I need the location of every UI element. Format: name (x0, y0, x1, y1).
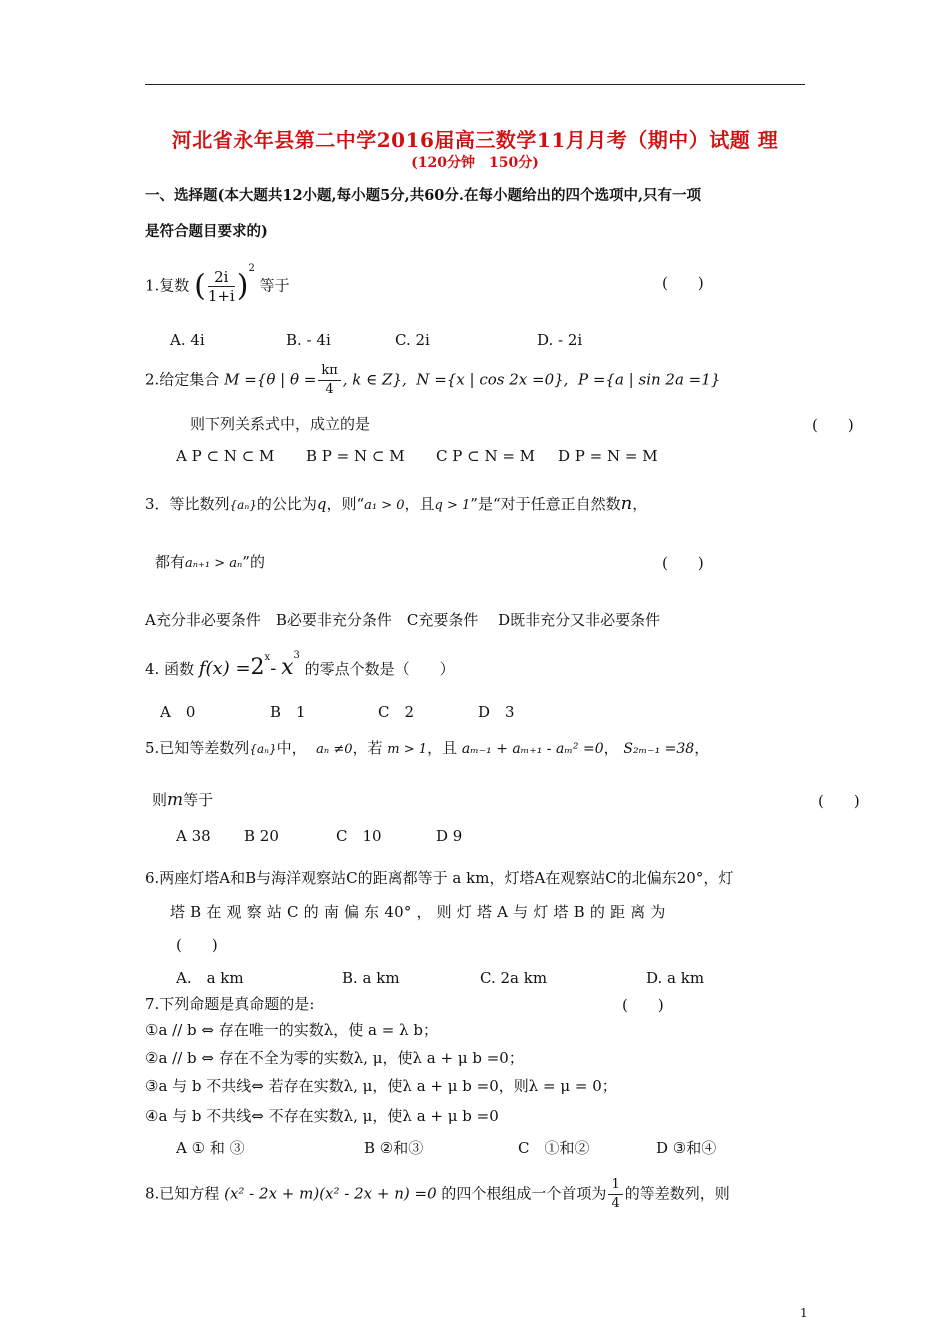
q2-set-m-left: M ={θ | θ = (224, 370, 317, 389)
section-heading-line1: 一、选择题(本大题共12小题,每小题5分,共60分.在每小题给出的四个选项中,只有一项 (145, 187, 701, 204)
q8-prefix: 8.已知方程 (145, 1184, 220, 1203)
q3-answer-blank[interactable]: ( ) (662, 554, 704, 572)
q7-option-d: D ③和④ (656, 1139, 717, 1157)
q5-line2 (152, 790, 213, 810)
q5-mid1: 中， (276, 739, 307, 757)
q7-item-4: ④a 与 b 不共线⇔ 不存在实数λ, μ，使λ a + μ b =0 (145, 1107, 499, 1125)
q5-option-d: D 9 (436, 827, 463, 845)
q8-suffix: 的等差数列，则 (624, 1184, 730, 1203)
section-heading-line2: 是符合题目要求的) (145, 223, 268, 240)
q3-n: n (620, 493, 633, 514)
q4-suffix: 的零点个数是（ ） (304, 660, 455, 678)
q2-option-d: D P = N = M (558, 447, 658, 465)
q5-mid4: ， (603, 739, 619, 757)
q5-answer-blank[interactable]: ( ) (818, 792, 860, 810)
question-2 (145, 362, 720, 399)
q5-mid2: ，若 (352, 739, 383, 757)
q7-answer-blank[interactable]: ( ) (622, 996, 664, 1014)
q3-options: A充分非必要条件 B必要非充分条件 C充要条件 D既非充分又非必要条件 (145, 611, 661, 629)
q1-option-a: A. 4i (170, 331, 205, 349)
q2-line2: 则下列关系式中，成立的是 (190, 415, 371, 433)
q4-var-x: x (281, 655, 294, 680)
page-number: 1 (800, 1306, 808, 1320)
q8-mid: 的四个根组成一个首项为 (441, 1184, 607, 1203)
q5-line2-a: 则 (152, 791, 168, 809)
q5-line2-b: 等于 (183, 791, 214, 809)
q3-line2-a: 都有 (155, 553, 186, 571)
q3-cond1: a₁ > 0 (364, 498, 405, 513)
q2-answer-blank[interactable]: ( ) (812, 416, 854, 434)
q7-stem: 7.下列命题是真命题的是: (145, 995, 315, 1013)
question-1: 1.复数 ( $\frac{2i}{1+i}$ )$^2$ 等于 (145, 262, 290, 305)
top-rule (145, 84, 805, 85)
q6-option-b: B. a km (342, 969, 400, 987)
q2-prefix: 2.给定集合 (145, 370, 220, 389)
q5-option-a: A 38 (176, 827, 211, 845)
q3-text-b: 的公比为 (256, 495, 317, 513)
q6-line1: 6.两座灯塔A和B与海洋观察站C的距离都等于 a km，灯塔A在观察站C的北偏东20°，灯 (145, 869, 734, 887)
q7-item-1: ①a // b ⇔ 存在唯一的实数λ，使 a = λ b； (145, 1021, 438, 1039)
q5-m: m (167, 790, 184, 810)
q8-frac-den: 4 (611, 1196, 620, 1211)
q4-minus: - (270, 658, 277, 679)
q1-fraction (208, 268, 235, 305)
q2-option-b: B P = N ⊂ M (306, 447, 405, 465)
q1-option-c: C. 2i (395, 331, 430, 349)
q3-text-e: ”是“对于任意正自然数 (470, 495, 621, 513)
q1-suffix: 等于 (259, 276, 290, 295)
q7-option-a: A ① 和 ③ (176, 1139, 245, 1157)
q2-option-a: A P ⊂ N ⊂ M (176, 447, 275, 465)
q1-answer-blank[interactable]: ( ) (662, 274, 704, 292)
q5-cond1: aₙ ≠0 (316, 742, 353, 757)
q3-text-d: ，且 (404, 495, 435, 513)
q4-option-c: C 2 (378, 703, 415, 721)
q3-cond3: aₙ₊₁ > aₙ (185, 556, 243, 571)
q5-eq1: aₘ₋₁ + aₘ₊₁ - aₘ² =0 (461, 741, 604, 757)
q6-line2: 塔 B 在 观 察 站 C 的 南 偏 东 40° ， 则 灯 塔 A 与 灯 塔 B 的 距 离 为 (170, 903, 666, 921)
q6-option-c: C. 2a km (480, 969, 548, 987)
question-4 (145, 650, 455, 680)
q2-set-m-den: 4 (325, 382, 334, 397)
q2-set-m-right: , k ∈ Z}, (342, 370, 407, 389)
question-3 (145, 494, 647, 516)
q3-text-c: ，则“ (326, 495, 365, 513)
q2-set-m-num: kπ (318, 362, 340, 381)
q1-frac-denominator: 1+i (207, 287, 235, 305)
q5-mid3: ，且 (427, 739, 458, 757)
q7-item-2: ②a // b ⇔ 存在不全为零的实数λ, μ，使λ a + μ b =0； (145, 1049, 524, 1067)
q4-func: f(x) = (198, 658, 251, 679)
q6-answer-blank[interactable]: ( ) (176, 936, 218, 954)
q1-frac-numerator: 2i (208, 268, 235, 287)
q4-option-a: A 0 (160, 703, 196, 721)
q1-option-d: D. - 2i (537, 331, 583, 349)
q5-end: ， (694, 739, 710, 757)
question-8 (145, 1176, 730, 1213)
q1-option-b: B. - 4i (286, 331, 331, 349)
q7-option-c: C ①和② (518, 1139, 590, 1157)
q5-seq: {aₙ} (249, 742, 277, 756)
q2-option-c: C P ⊂ N = M (436, 447, 536, 465)
q5-cond2: m > 1 (387, 742, 428, 757)
q3-seq: {aₙ} (229, 498, 257, 512)
q4-prefix: 4. 函数 (145, 660, 195, 678)
q6-option-d: D. a km (646, 969, 705, 987)
q2-set-p: P ={a | sin 2a =1} (578, 370, 721, 389)
q4-exp-3: 3 (293, 650, 300, 661)
q3-text-f: ， (632, 495, 648, 513)
exam-subtitle: (120分钟 150分) (411, 155, 539, 171)
q5-option-b: B 20 (244, 827, 279, 845)
q2-set-n: N ={x | cos 2x =0}, (416, 370, 569, 389)
q5-option-c: C 10 (336, 827, 382, 845)
q8-frac-num: 1 (608, 1176, 622, 1195)
q3-text-a: 3．等比数列 (145, 495, 230, 513)
q4-option-d: D 3 (478, 703, 515, 721)
q1-prefix: 1.复数 (145, 276, 190, 295)
q5-prefix: 5.已知等差数列 (145, 739, 250, 757)
q2-set-m-fraction (318, 362, 340, 399)
q7-item-3: ③a 与 b 不共线⇔ 若存在实数λ, μ，使λ a + μ b =0，则λ = μ = 0； (145, 1077, 617, 1095)
q4-option-b: B 1 (270, 703, 306, 721)
q7-option-b: B ②和③ (364, 1139, 424, 1157)
q8-fraction (608, 1176, 622, 1213)
exam-title: 河北省永年县第二中学2016届高三数学11月月考（期中）试题 理 (171, 128, 779, 152)
q5-eq2: S₂ₘ₋₁ =38 (623, 741, 695, 757)
question-5 (145, 738, 709, 760)
q3-q: q (316, 495, 327, 513)
q4-base: 2 (250, 655, 265, 680)
q4-exp-x: x (264, 652, 271, 663)
q3-line2-b: ”的 (242, 553, 265, 571)
q8-equation: (x² - 2x + m)(x² - 2x + n) =0 (224, 1184, 437, 1203)
q1-power: 2 (248, 262, 255, 274)
q3-line2 (155, 552, 265, 574)
q6-option-a: A. a km (176, 969, 244, 987)
q3-cond2: q > 1 (434, 498, 471, 513)
